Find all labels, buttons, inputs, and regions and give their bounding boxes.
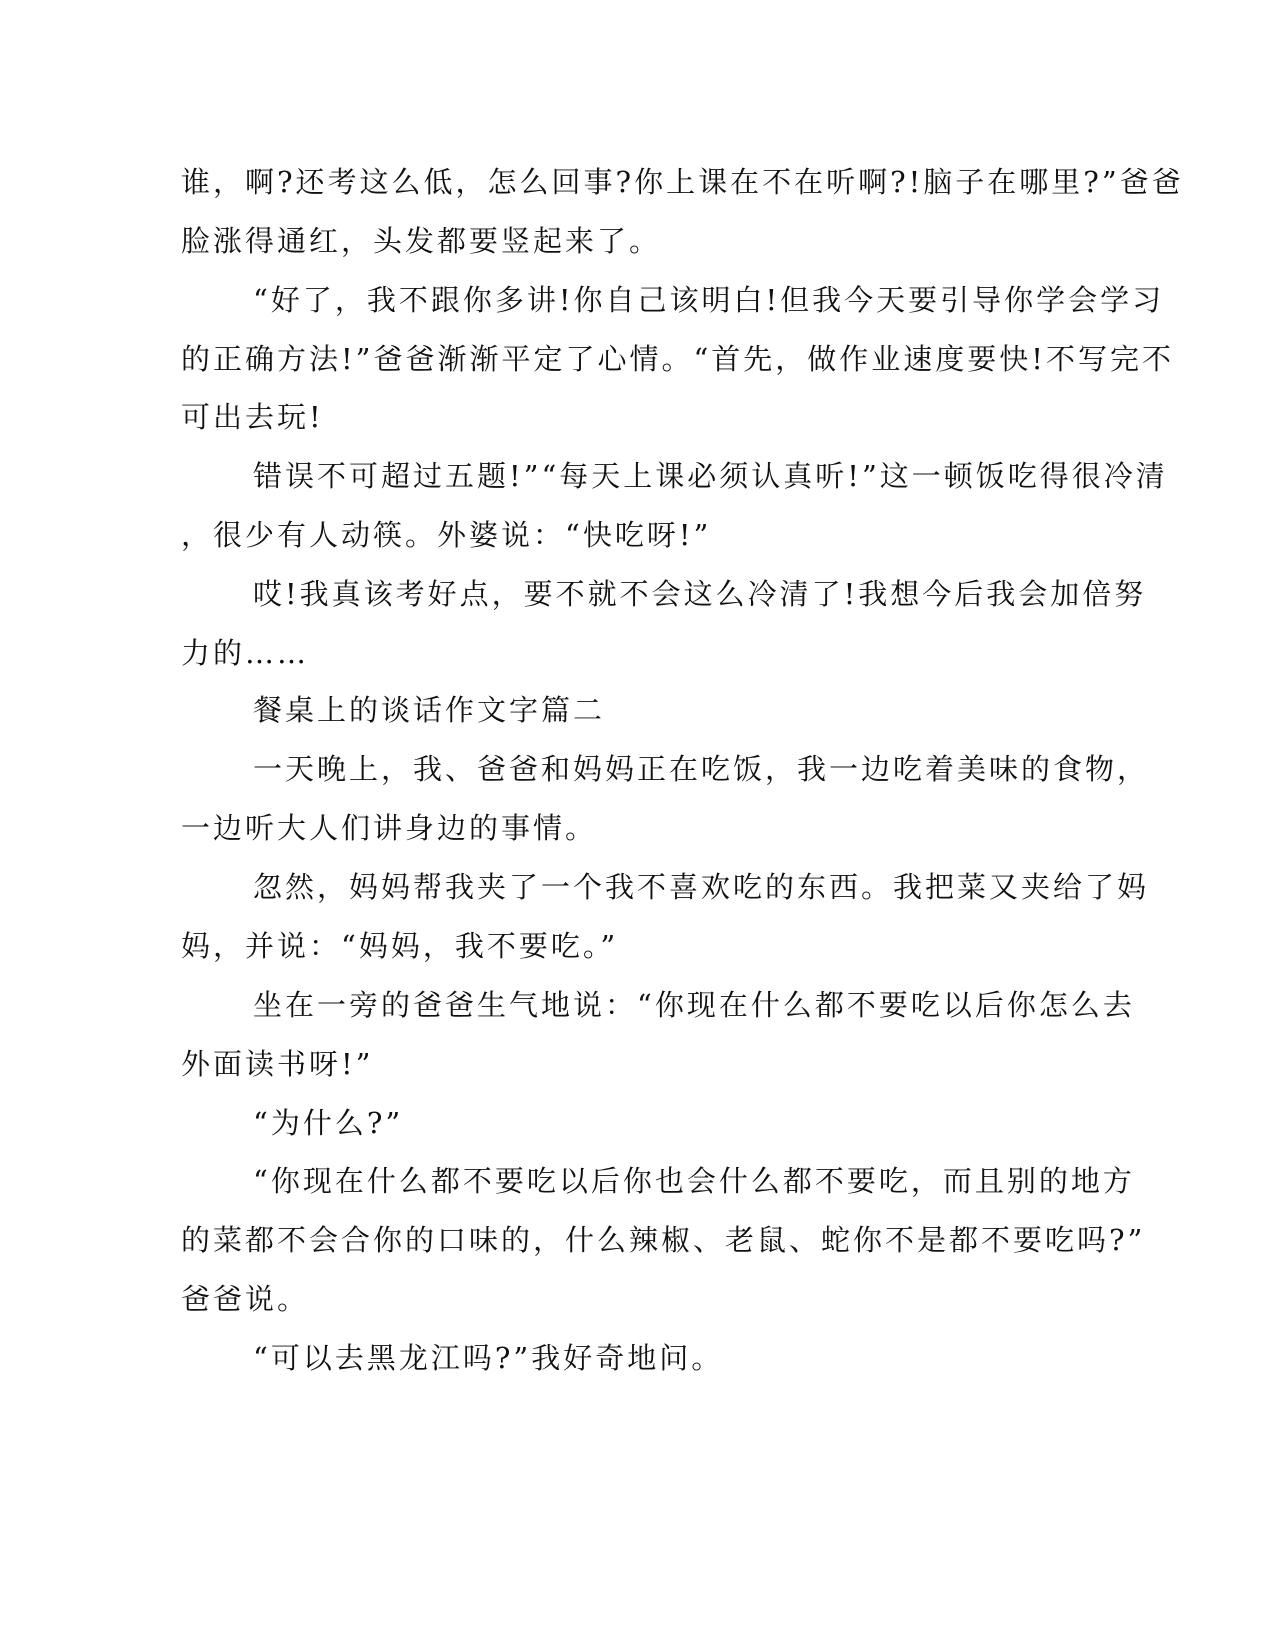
paragraph-start: 坐在一旁的爸爸生气地说：“你现在什么都不要吃以后你怎么去 xyxy=(253,988,1135,1022)
paragraph-start: “为什么?” xyxy=(253,1106,404,1140)
text-line: 的菜都不会合你的口味的，什么辣椒、老鼠、蛇你不是都不要吃吗?” xyxy=(181,1223,1146,1257)
paragraph-start: 一天晚上，我、爸爸和妈妈正在吃饭，我一边吃着美味的食物， xyxy=(253,752,1150,786)
text-line: 外面读书呀!” xyxy=(181,1047,374,1081)
paragraph-start: 哎!我真该考好点，要不就不会这么冷清了!我想今后我会加倍努 xyxy=(253,577,1147,611)
paragraph-start: “好了，我不跟你多讲!你自己该明白!但我今天要引导你学会学习 xyxy=(253,283,1165,317)
paragraph-start: “可以去黑龙江吗?”我好奇地问。 xyxy=(253,1341,724,1375)
text-line: 谁，啊?还考这么低，怎么回事?你上课在不在听啊?!脑子在哪里?”爸爸 xyxy=(181,165,1184,199)
text-line: 爸爸说。 xyxy=(181,1282,310,1316)
text-line: 力的…… xyxy=(181,636,310,670)
paragraph-start: 错误不可超过五题!”“每天上课必须认真听!”这一顿饭吃得很冷清 xyxy=(253,459,1168,493)
text-line: 可出去玩! xyxy=(181,400,324,434)
paragraph-start: “你现在什么都不要吃以后你也会什么都不要吃，而且别的地方 xyxy=(253,1164,1135,1198)
text-line: 脸涨得通红，头发都要竖起来了。 xyxy=(181,224,662,258)
paragraph-start: 忽然，妈妈帮我夹了一个我不喜欢吃的东西。我把菜又夹给了妈 xyxy=(253,870,1150,904)
text-line: 妈，并说：“妈妈，我不要吃。” xyxy=(181,929,619,963)
text-line: 的正确方法!”爸爸渐渐平定了心情。“首先，做作业速度要快!不写完不 xyxy=(181,342,1174,376)
section-heading: 餐桌上的谈话作文字篇二 xyxy=(253,693,606,727)
text-line: ，很少有人动筷。外婆说：“快吃呀!” xyxy=(181,518,712,552)
text-line: 一边听大人们讲身边的事情。 xyxy=(181,811,598,845)
